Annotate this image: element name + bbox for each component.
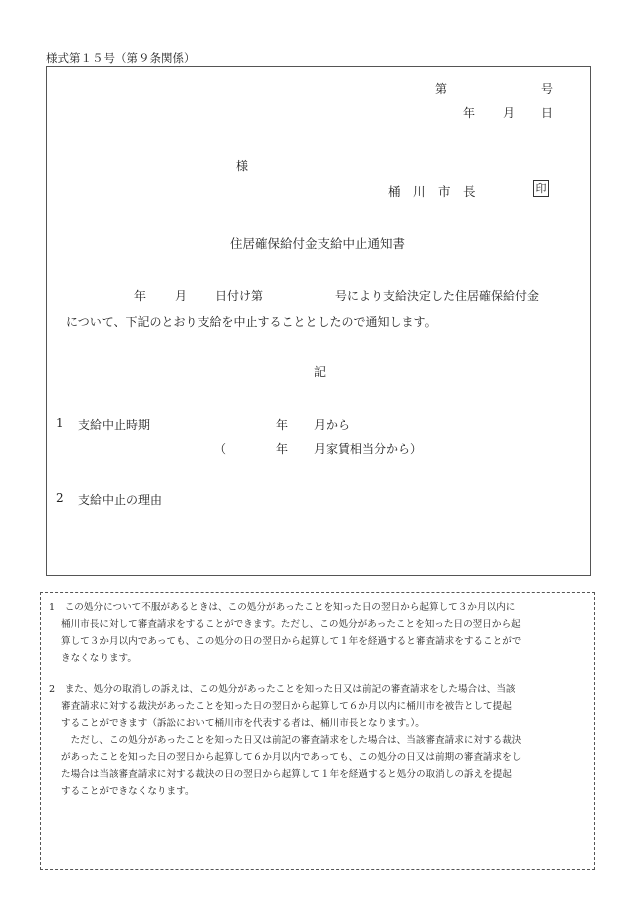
notice-p2-line1: 2 また、処分の取消しの訴えは、この処分があったことを知った日又は前記の審査請求をした場合は、当該 xyxy=(49,684,516,695)
body-year: 年 xyxy=(134,289,147,303)
item1-year: 年 xyxy=(276,418,289,432)
appeal-notice-box xyxy=(40,592,595,870)
item1-month-rent: 月家賃相当分から） xyxy=(314,442,423,456)
body-line1-rest: 号により支給決定した住居確保給付金 xyxy=(335,289,540,303)
ki-heading: 記 xyxy=(314,365,327,379)
item2-label: 支給中止の理由 xyxy=(78,493,163,507)
notice-p1-line2: 桶川市長に対して審査請求をすることができます。ただし、この処分があったことを知った日の翌日から起 xyxy=(61,619,521,630)
notice-p2-line2: 審査請求に対する裁決があったことを知った日の翌日から起算して６か月以内に桶川市を被告として提起 xyxy=(61,701,512,712)
item1-number: 1 xyxy=(56,416,64,430)
notice-p1-line4: きなくなります。 xyxy=(61,653,137,664)
doc-number-dai: 第 xyxy=(435,82,448,96)
notice-p2-line5: があったことを知った日の翌日から起算して６か月以内であっても、この処分の日又は前期の審査請求をし xyxy=(61,752,522,763)
notice-p2-line6: た場合は当該審査請求に対する裁決の日の翌日から起算して１年を経過すると処分の取消しの訴えを提起 xyxy=(61,769,512,780)
body-date-dai: 日付け第 xyxy=(215,289,264,303)
notice-p2-line4: ただし、この処分があったことを知った日又は前記の審査請求をした場合は、当該審査請求に対する裁決 xyxy=(61,735,522,746)
seal-stamp: 印 xyxy=(533,180,549,197)
doc-number-go: 号 xyxy=(541,82,554,96)
form-number-label: 様式第１５号（第９条関係） xyxy=(46,51,196,65)
notice-p2-line3: することができます（訴訟において桶川市を代表する者は、桶川市長となります。）。 xyxy=(61,718,425,729)
notice-p1-line3: 算して３か月以内であっても、この処分の日の翌日から起算して１年を経過すると審査請求をすることがで xyxy=(61,636,522,647)
date-month: 月 xyxy=(503,106,516,120)
item1-month-from: 月から xyxy=(314,418,351,432)
notice-paragraph-2 xyxy=(49,681,589,800)
item1-year2: 年 xyxy=(276,442,289,456)
body-line2: について、下記のとおり支給を中止することとしたので通知します。 xyxy=(66,315,437,329)
addressee-honorific: 様 xyxy=(236,159,249,173)
item2-number: 2 xyxy=(56,491,64,505)
issuer-name: 桶 川 市 長 xyxy=(388,184,476,199)
date-day: 日 xyxy=(541,106,554,120)
body-month: 月 xyxy=(175,289,188,303)
item1-paren-open: （ xyxy=(214,442,227,456)
notice-p1-line1: 1 この処分について不服があるときは、この処分があったことを知った日の翌日から起算して３か月以内に xyxy=(49,602,516,613)
item1-label: 支給中止時期 xyxy=(78,418,151,432)
document-title: 住居確保給付金支給中止通知書 xyxy=(230,236,406,251)
notice-p2-line7: することができなくなります。 xyxy=(61,786,195,797)
date-year: 年 xyxy=(463,106,476,120)
notice-paragraph-1 xyxy=(49,599,589,667)
